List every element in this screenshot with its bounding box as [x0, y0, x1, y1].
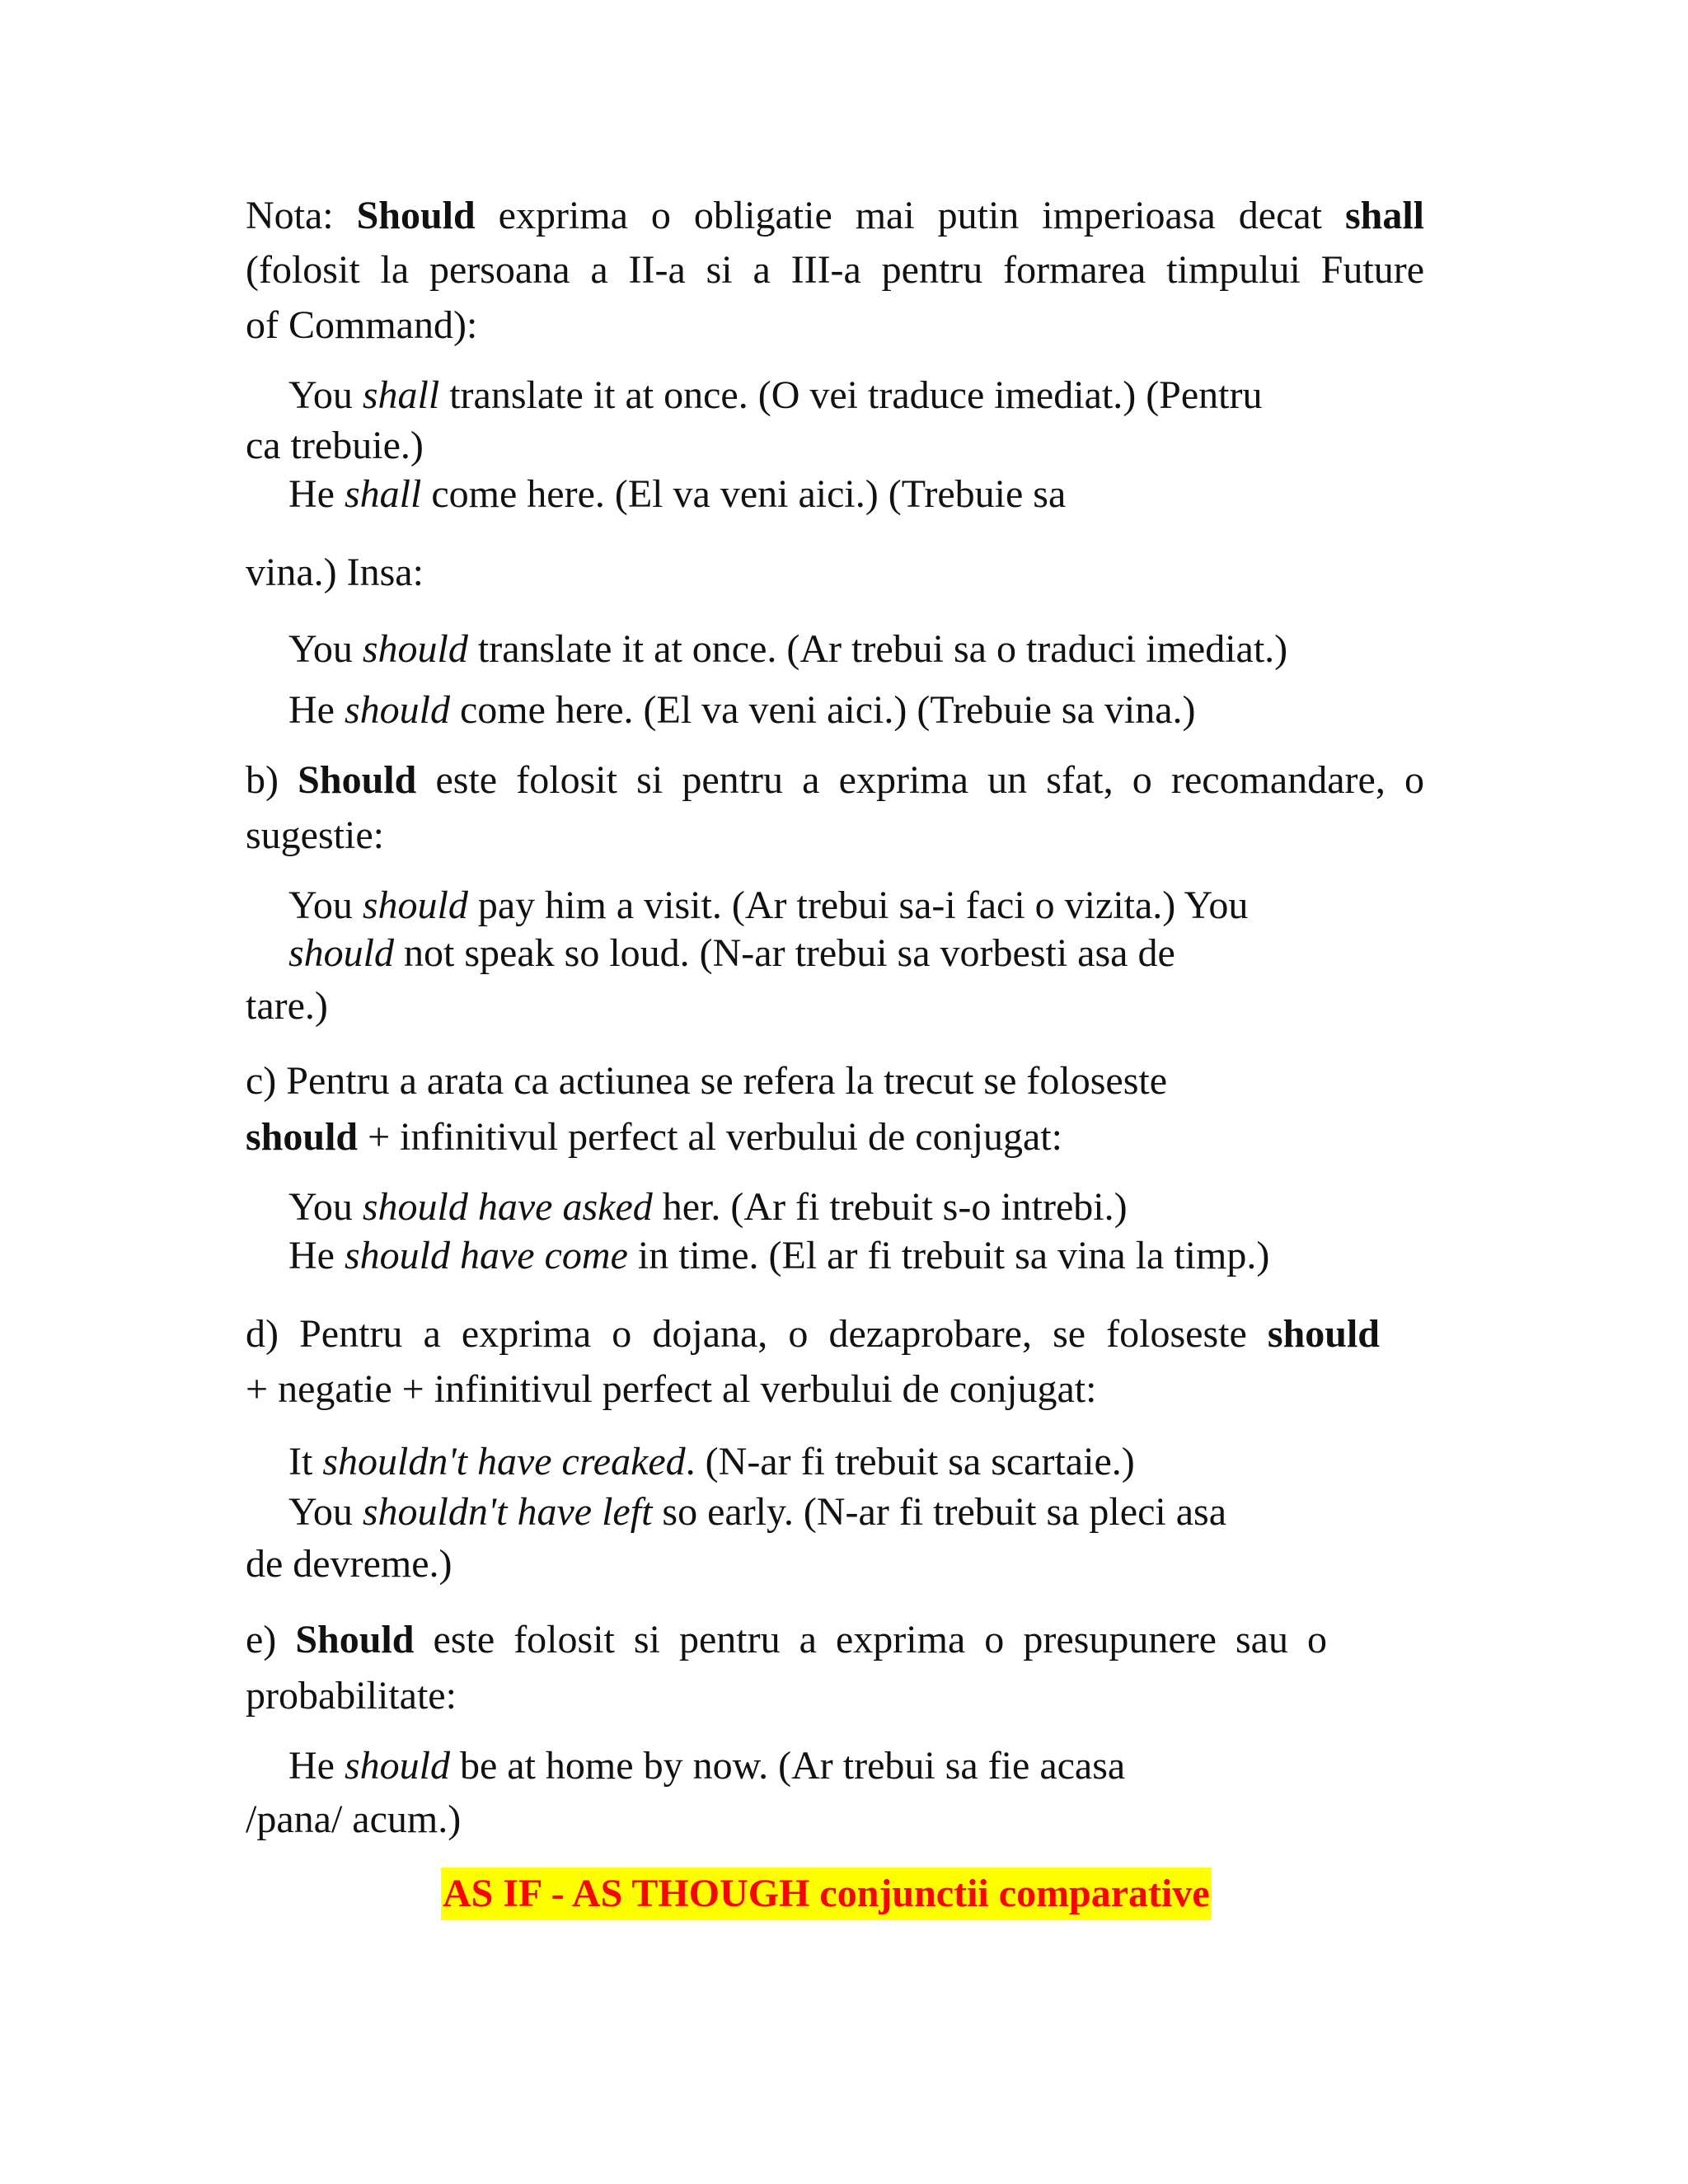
text: + infinitivul perfect al verbului de conjugat:: [358, 1115, 1062, 1159]
text: e): [246, 1618, 296, 1661]
section-d-example-1: [288, 1437, 1135, 1487]
text: He: [288, 472, 345, 516]
section-d-line-2: + negatie + infinitivul perfect al verbului de conjugat:: [246, 1367, 1097, 1411]
text: He: [288, 1744, 345, 1788]
text: You: [288, 373, 363, 417]
section-c-example-2: [288, 1231, 1269, 1281]
bold-term: Should: [295, 1618, 415, 1661]
text: her. (Ar fi trebuit s-o intrebi.): [652, 1185, 1128, 1229]
text: It: [288, 1440, 323, 1483]
example-shall-1: [288, 371, 1263, 420]
bold-term: shall: [1344, 194, 1425, 237]
text: He: [288, 688, 345, 732]
italic-term: should: [288, 931, 395, 975]
example-shall-2-cont: vina.) Insa:: [246, 551, 424, 594]
text: d) Pentru a exprima o dojana, o dezaprobare, se foloseste: [246, 1312, 1268, 1356]
italic-term: should: [344, 1744, 450, 1788]
bold-term: should: [246, 1115, 359, 1159]
text: Nota:: [246, 194, 357, 237]
text: pay him a visit. (Ar trebui sa-i faci o vizita.) You: [467, 883, 1249, 927]
section-e-example-2: /pana/ acum.): [246, 1797, 462, 1841]
text: come here. (El va veni aici.) (Trebuie sa vina.): [449, 688, 1196, 732]
section-e-line-2: probabilitate:: [246, 1674, 457, 1718]
text: not speak so loud. (N-ar trebui sa vorbesti asa de: [394, 931, 1175, 975]
bold-term: Should: [298, 758, 417, 802]
example-should-2: [288, 686, 1196, 735]
text: b): [246, 758, 298, 802]
section-b-line-1: [246, 756, 1424, 805]
italic-term: shall: [362, 373, 440, 417]
text: . (N-ar fi trebuit sa scartaie.): [685, 1440, 1135, 1483]
section-heading: AS IF - AS THOUGH conjunctii comparative: [443, 1872, 1210, 1915]
italic-term: shouldn't have left: [362, 1490, 653, 1534]
text: este folosit si pentru a exprima o presupunere sau o: [414, 1618, 1327, 1661]
bold-term: should: [1267, 1312, 1380, 1356]
section-d-example-2: [288, 1488, 1226, 1537]
note-line-3: of Command):: [246, 303, 478, 347]
text: translate it at once. (O vei traduce imediat.) (Pentru: [439, 373, 1263, 417]
example-shall-1-cont: ca trebuie.): [246, 424, 424, 467]
section-e-example-1: [288, 1741, 1125, 1791]
italic-term: should have asked: [362, 1185, 653, 1229]
italic-term: shouldn't have creaked: [322, 1440, 686, 1483]
italic-term: shall: [344, 472, 422, 516]
text: exprima o obligatie mai putin imperioasa decat: [475, 194, 1345, 237]
text: be at home by now. (Ar trebui sa fie acasa: [449, 1744, 1126, 1788]
text: este folosit si pentru a exprima un sfat, o recomandare, o: [416, 758, 1424, 802]
italic-term: should have come: [344, 1234, 628, 1277]
example-shall-2: [288, 470, 1066, 519]
text: You: [288, 1490, 363, 1534]
italic-term: should: [362, 627, 468, 671]
example-should-1: [288, 625, 1287, 674]
section-b-example-3: tare.): [246, 984, 328, 1028]
italic-term: should: [344, 688, 450, 732]
section-b-line-2: sugestie:: [246, 813, 384, 857]
note-line-1: [246, 191, 1424, 241]
section-c-example-1: [288, 1183, 1128, 1232]
text: translate it at once. (Ar trebui sa o traduci imediat.): [467, 627, 1288, 671]
italic-term: should: [362, 883, 468, 927]
text: so early. (N-ar fi trebuit sa pleci asa: [652, 1490, 1226, 1534]
bold-term: Should: [356, 194, 476, 237]
section-b-example-1: [288, 881, 1248, 930]
section-c-line-1: c) Pentru a arata ca actiunea se refera la trecut se foloseste: [246, 1059, 1168, 1103]
text: You: [288, 1185, 363, 1229]
heading-highlight: [441, 1868, 1212, 1920]
text: come here. (El va veni aici.) (Trebuie sa: [421, 472, 1067, 516]
section-d-example-3: de devreme.): [246, 1542, 452, 1586]
section-c-line-2: [246, 1113, 1062, 1162]
section-e-line-1: [246, 1615, 1327, 1665]
text: You: [288, 883, 363, 927]
text: You: [288, 627, 363, 671]
text: in time. (El ar fi trebuit sa vina la timp.): [627, 1234, 1270, 1277]
section-d-line-1: [246, 1310, 1380, 1359]
note-line-2: (folosit la persoana a II-a si a III-a pentru formarea timpului Future: [246, 248, 1424, 292]
text: He: [288, 1234, 345, 1277]
section-b-example-2: [288, 929, 1175, 978]
